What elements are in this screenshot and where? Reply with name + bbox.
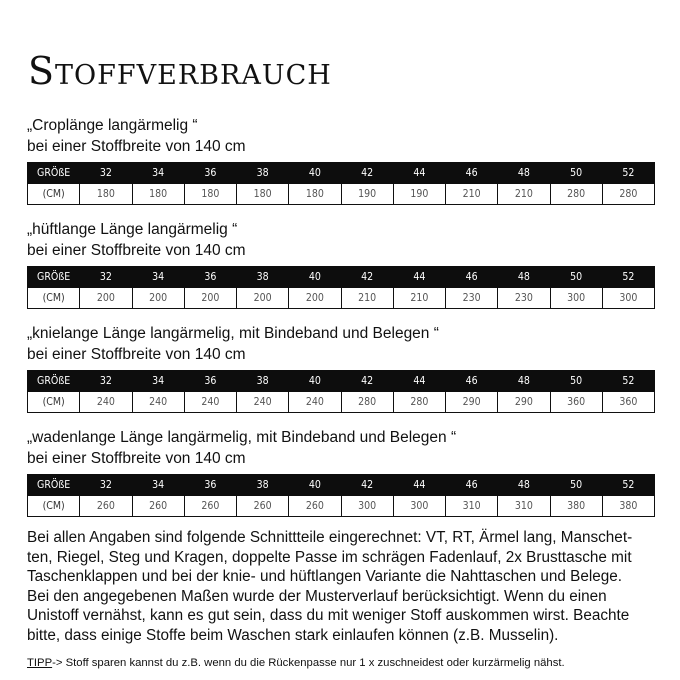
size-table-section [27,323,657,413]
fabric-value-cell: 190 [341,184,393,205]
size-header-cell: 42 [341,266,393,288]
fabric-value-cell: 180 [80,184,132,205]
fabric-value-cell: 280 [341,392,393,413]
fabric-value-cell: 230 [498,288,550,309]
fabric-value-cell: 260 [80,496,132,517]
size-header-cell: 38 [237,370,289,392]
section-heading-line1: „Croplänge langärmelig “ [27,117,198,134]
unit-label: (CM) [28,496,80,517]
size-header-cell: 36 [184,266,236,288]
fabric-value-cell: 180 [289,184,341,205]
fabric-value-cell: 360 [602,392,654,413]
size-table [27,266,655,309]
size-header-cell: 40 [289,266,341,288]
body-line: Taschenklappen und bei der knie- und hüftlangen Variante die Nahttaschen und Belege. [27,568,623,586]
size-header-cell: 50 [550,370,602,392]
fabric-value-cell: 240 [237,392,289,413]
fabric-value-cell: 200 [289,288,341,309]
size-table-section [27,219,657,309]
fabric-value-cell: 180 [237,184,289,205]
size-header-cell: 34 [132,162,184,184]
fabric-value-cell: 210 [341,288,393,309]
size-header-cell: 48 [498,370,550,392]
page-title: Stoffverbrauch [28,49,332,93]
size-header-cell: 46 [446,474,498,496]
fabric-value-cell: 210 [446,184,498,205]
fabric-value-cell: 310 [498,496,550,517]
size-header-cell: 50 [550,266,602,288]
size-header-cell: 48 [498,266,550,288]
size-header-cell: 50 [550,162,602,184]
size-header-label: GRÖßE [28,474,80,496]
size-table [27,162,655,205]
section-heading-line1: „knielange Länge langärmelig, mit Bindeband und Belegen “ [27,325,439,342]
unit-label: (CM) [28,392,80,413]
size-header-cell: 50 [550,474,602,496]
fabric-value-cell: 240 [184,392,236,413]
tip-note [27,657,565,669]
size-header-row [28,266,655,288]
size-header-cell: 42 [341,370,393,392]
size-header-cell: 42 [341,474,393,496]
size-header-row [28,474,655,496]
size-header-cell: 34 [132,370,184,392]
fabric-value-row [28,184,655,205]
fabric-value-cell: 260 [289,496,341,517]
fabric-value-cell: 380 [550,496,602,517]
size-header-cell: 36 [184,370,236,392]
size-header-cell: 42 [341,162,393,184]
size-header-cell: 44 [393,474,445,496]
fabric-value-cell: 240 [80,392,132,413]
tip-label: TIPP [27,657,53,669]
section-heading-line2: bei einer Stoffbreite von 140 cm [27,242,246,259]
size-header-cell: 46 [446,370,498,392]
fabric-value-cell: 180 [132,184,184,205]
fabric-value-cell: 360 [550,392,602,413]
size-table [27,474,655,517]
fabric-value-cell: 190 [393,184,445,205]
size-table [27,370,655,413]
fabric-value-cell: 260 [237,496,289,517]
fabric-value-cell: 210 [498,184,550,205]
size-header-label: GRÖßE [28,266,80,288]
size-header-cell: 38 [237,266,289,288]
size-header-row [28,370,655,392]
section-heading-line2: bei einer Stoffbreite von 140 cm [27,346,246,363]
fabric-value-row [28,392,655,413]
fabric-value-cell: 300 [341,496,393,517]
size-header-cell: 32 [80,370,132,392]
size-header-cell: 36 [184,474,236,496]
size-header-cell: 52 [602,162,654,184]
fabric-value-cell: 200 [237,288,289,309]
size-header-cell: 32 [80,266,132,288]
fabric-value-row [28,288,655,309]
section-heading [27,323,657,365]
size-header-cell: 32 [80,474,132,496]
fabric-value-cell: 280 [602,184,654,205]
fabric-value-row [28,496,655,517]
fabric-value-cell: 210 [393,288,445,309]
size-header-label: GRÖßE [28,370,80,392]
size-header-row [28,162,655,184]
section-heading-line2: bei einer Stoffbreite von 140 cm [27,138,246,155]
fabric-value-cell: 260 [184,496,236,517]
fabric-value-cell: 300 [393,496,445,517]
size-header-cell: 40 [289,474,341,496]
size-header-cell: 40 [289,370,341,392]
body-line: ten, Riegel, Steg und Kragen, doppelte Passe im schrägen Fadenlauf, 2x Brusttasche mit [27,548,632,566]
fabric-value-cell: 300 [550,288,602,309]
size-header-label: GRÖßE [28,162,80,184]
body-line: Bei allen Angaben sind folgende Schnittteile eingerechnet: VT, RT, Ärmel lang, Manschet- [27,529,633,546]
fabric-value-cell: 290 [446,392,498,413]
size-header-cell: 52 [602,370,654,392]
size-header-cell: 48 [498,162,550,184]
unit-label: (CM) [28,184,80,205]
size-header-cell: 32 [80,162,132,184]
fabric-value-cell: 300 [602,288,654,309]
fabric-value-cell: 310 [446,496,498,517]
fabric-value-cell: 200 [132,288,184,309]
body-line: Bei den angegebenen Maßen wurde der Musterverlauf berücksichtigt. Wenn du einen [27,587,607,605]
fabric-value-cell: 260 [132,496,184,517]
tip-text: -> Stoff sparen kannst du z.B. wenn du die Rückenpasse nur 1 x zuschneidest oder kurzärmelig nähst. [52,657,565,669]
size-header-cell: 40 [289,162,341,184]
body-line: Unistoff vernähst, kann es gut sein, dass du mit weniger Stoff auskommen wirst. Beachte [27,607,630,625]
size-header-cell: 34 [132,474,184,496]
size-header-cell: 44 [393,370,445,392]
size-header-cell: 52 [602,266,654,288]
fabric-value-cell: 290 [498,392,550,413]
section-heading [27,115,657,157]
section-heading-line1: „wadenlange Länge langärmelig, mit Bindeband und Belegen “ [27,429,457,446]
size-table-section [27,115,657,205]
section-heading [27,427,657,469]
size-header-cell: 34 [132,266,184,288]
body-paragraph [27,528,667,646]
fabric-value-cell: 240 [132,392,184,413]
fabric-value-cell: 230 [446,288,498,309]
fabric-value-cell: 380 [602,496,654,517]
fabric-value-cell: 180 [184,184,236,205]
section-heading [27,219,657,261]
body-line: bitte, dass einige Stoffe beim Waschen stark einlaufen können (z.B. Musselin). [27,626,559,644]
size-header-cell: 36 [184,162,236,184]
section-heading-line1: „hüftlange Länge langärmelig “ [27,221,238,238]
size-header-cell: 44 [393,162,445,184]
size-header-cell: 46 [446,266,498,288]
section-heading-line2: bei einer Stoffbreite von 140 cm [27,450,246,467]
size-header-cell: 48 [498,474,550,496]
size-table-section [27,427,657,517]
size-header-cell: 46 [446,162,498,184]
fabric-value-cell: 200 [184,288,236,309]
size-header-cell: 38 [237,474,289,496]
fabric-value-cell: 280 [393,392,445,413]
fabric-value-cell: 240 [289,392,341,413]
unit-label: (CM) [28,288,80,309]
size-header-cell: 52 [602,474,654,496]
fabric-value-cell: 200 [80,288,132,309]
size-header-cell: 38 [237,162,289,184]
fabric-value-cell: 280 [550,184,602,205]
size-header-cell: 44 [393,266,445,288]
